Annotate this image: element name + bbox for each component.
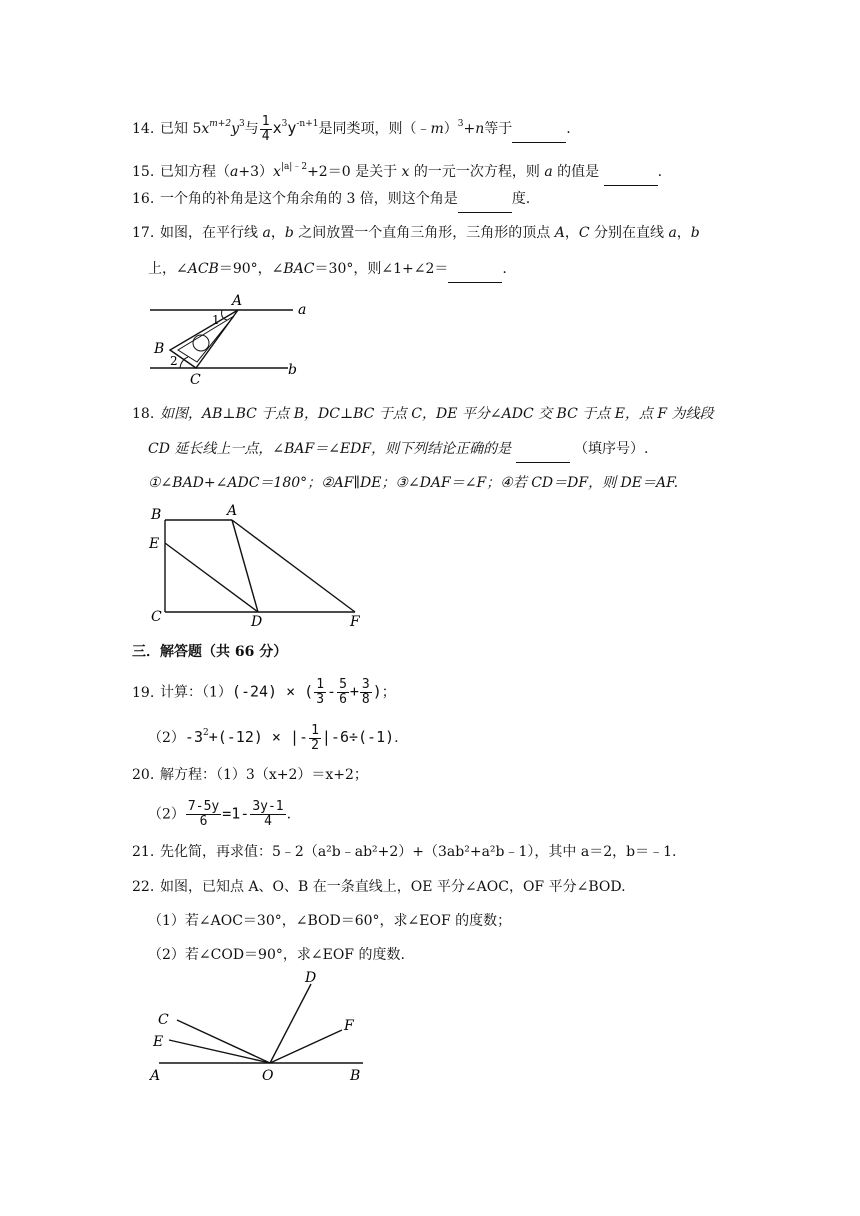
question-15: 15. 已知方程$(a+3)x^{|a|﹣2}+2=0$ 是关于 x 的一元一次方程，则 a 的值是 . [132,156,662,186]
label-b: b [288,362,297,378]
question-21: 21. 先化简，再求值：5﹣2（a²b﹣ab²+2）+（3ab²+a²b﹣1），其中 a＝2，b＝﹣1. [132,844,677,860]
question-16: 16. 一个角的补角是这个角余角的 3 倍，则这个角是 度. [132,188,530,213]
label-F: F [350,614,360,628]
question-17-line2: 上，∠ACB＝90°，∠BAC＝30°，则∠1+∠2＝ . [148,258,507,283]
question-20-part1: 20. 解方程：（1）3（x+2）＝x+2； [132,767,368,783]
label-C: C [158,1012,169,1028]
question-22-line3: （2）若∠COD＝90°，求∠EOF 的度数. [148,947,405,963]
label-1: 1 [212,313,220,327]
fraction-1-4: $\frac{1}{4}$ [261,113,270,144]
question-17-line1: 17. 如图，在平行线 a，b 之间放置一个直角三角形，三角形的顶点 A，C 分别在直线 a，b [132,225,700,241]
label-O: O [262,1068,274,1084]
triangle-hole [193,335,209,351]
question-18-line2: CD 延长线上一点，∠BAF＝∠EDF，则下列结论正确的是 （填序号）. [148,438,648,463]
label-A: A [150,1068,161,1084]
figure-17 [148,288,318,390]
question-22-line1: 22. 如图，已知点 A、O、B 在一条直线上，OE 平分∠AOC，OF 平分∠BOD. [132,879,626,895]
answer-blank[interactable] [512,120,566,143]
label-D: D [251,614,263,628]
question-18-line3: ①∠BAD+∠ADC＝180°；②AF∥DE；③∠DAF＝∠F；④若 CD＝DF，则 DE＝AF. [148,475,679,491]
question-20-part2: （2） $\frac{7-5y}{6}$ =1- $\frac{3y-1}{4}$ . [148,799,292,829]
label-E: E [153,1034,164,1050]
triangle [170,310,238,368]
answer-blank[interactable] [458,190,512,213]
label-C: C [190,372,201,388]
label-2: 2 [170,354,178,368]
section-heading: 三．解答题（共 66 分） [132,644,288,660]
answer-blank[interactable] [448,260,502,283]
label-A: A [227,503,238,519]
figure-22 [145,968,375,1086]
question-19-part2: $(2)-3^2+(-12)$ × |- $\frac{1}{2}$ |-6÷(-1). [148,722,399,753]
label-B: B [151,507,162,523]
label-B: B [350,1068,361,1084]
label-D: D [305,970,317,986]
label-a: a [298,302,307,318]
question-22-line2: （1）若∠AOC＝30°，∠BOD＝60°，求∠EOF 的度数； [148,913,512,929]
figure-18 [145,500,375,628]
label-B: B [154,341,165,357]
label-F: F [344,1018,354,1034]
question-18-line1: 18. 如图，AB⊥BC 于点 B，DC⊥BC 于点 C，DE 平分∠ADC 交 BC 于点 E，点 F 为线段 [132,406,714,422]
question-14: 14. 已知 $5x^{m+2}y^3$与 $\frac{1}{4}$ $x^3y^{-n+1}$是同类项，则（﹣m）$^3$+n等于 . [132,113,571,144]
answer-blank[interactable] [516,440,570,463]
answer-blank[interactable] [604,163,658,186]
label-E: E [149,536,160,552]
label-C: C [151,609,162,625]
question-19-part1: 19. 计算：（1）(-24) × ( $\frac{1}{3}$ - $\frac{5}{6}$ + $\frac{3}{8}$ )； [132,677,396,707]
label-A: A [232,293,243,309]
